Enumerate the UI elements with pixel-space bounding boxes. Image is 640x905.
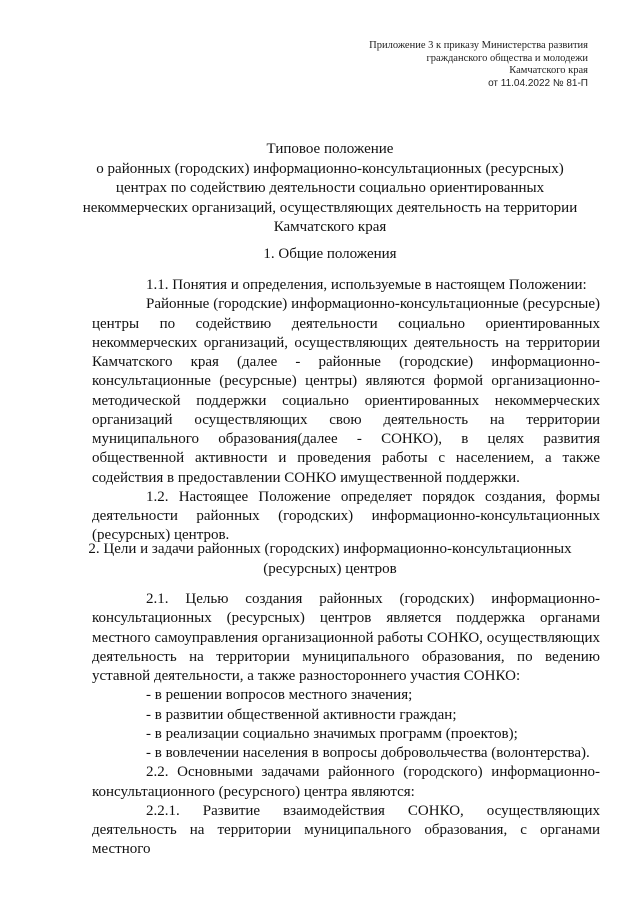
paragraph-2-2: 2.2. Основными задачами районного (городского) информационно-консультационного (ресурсного) центра являются:: [92, 764, 600, 800]
annex-line-2: гражданского общества и молодежи: [426, 52, 588, 64]
section-1-body: [92, 276, 600, 546]
section-2-body: [92, 590, 600, 860]
annex-line-3: Камчатского края: [509, 65, 588, 76]
paragraph-1-2: 1.2. Настоящее Положение определяет порядок создания, формы деятельности районных (городских) информационно-консультационных (ресурсных) центров.: [92, 488, 600, 544]
section-2-heading-line-1: 2. Цели и задачи районных (городских) информационно-консультационных: [88, 541, 572, 557]
list-item: - в решении вопросов местного значения;: [146, 687, 413, 704]
title-line-4: некоммерческих организаций, осуществляющих деятельность на территории: [82, 199, 578, 216]
list-item: - в реализации социально значимых программ (проектов);: [146, 725, 518, 742]
paragraph-1-1: 1.1. Понятия и определения, используемые в настоящем Положении:: [146, 277, 587, 293]
section-2-heading: [60, 540, 600, 579]
paragraph-definition: Районные (городские) информационно-консультационные (ресурсные) центры по содействию деятельности социально ориентированных некоммерческих организаций, осуществляющих деятельность на территории Камчатского края (далее - районные (городские) информационно-консультационные (ресурсные) центры) являются формой организационно-методической поддержки социально ориентированных некоммерческих организаций осуществляющих свою деятельность на территории муниципального образования(далее - СОНКО), в целях развития общественной активности и проведения работы с населением, а также содействия в предоставлении СОНКО имущественной поддержки.: [92, 296, 600, 486]
title-line-3: центрах по содействию деятельности социально ориентированных: [115, 180, 545, 196]
paragraph-2-1: 2.1. Целью создания районных (городских) информационно-консультационных (ресурсных) центров является поддержка органами местного самоуправления организационной работы СОНКО, осуществляющих деятельность на территории муниципального образования, по ведению уставной деятельности, а также разностороннего участия СОНКО:: [92, 591, 600, 684]
annex-date-number: от 11.04.2022 № 81-П: [488, 77, 588, 89]
title-line-1: Типовое положение: [266, 141, 394, 157]
annex-reference: [268, 40, 588, 90]
annex-line-1: Приложение 3 к приказу Министерства развития: [369, 40, 588, 51]
list-item: - в вовлечении населения в вопросы добровольчества (волонтерства).: [146, 745, 590, 761]
list-item: - в развитии общественной активности граждан;: [146, 706, 457, 723]
document-title: [60, 140, 600, 238]
title-line-2: о районных (городских) информационно-консультационных (ресурсных): [96, 160, 564, 177]
paragraph-2-2-1: 2.2.1. Развитие взаимодействия СОНКО, осуществляющих деятельность на территории муниципального образования, с органами местного: [92, 802, 600, 858]
section-1-heading: 1. Общие положения: [263, 246, 397, 262]
title-line-5: Камчатского края: [273, 219, 387, 235]
section-2-heading-line-2: (ресурсных) центров: [263, 560, 397, 577]
